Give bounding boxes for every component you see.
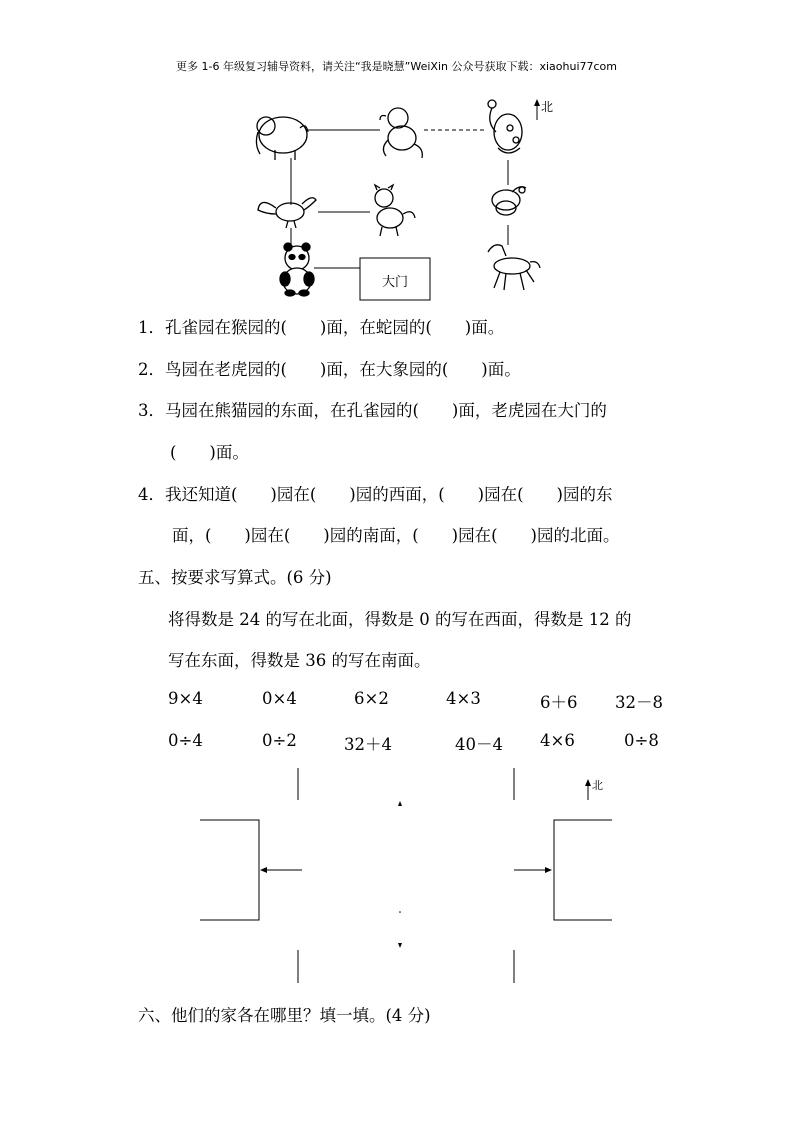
gate-label: 大门 xyxy=(382,275,409,290)
expression: 40－4 xyxy=(455,735,503,754)
expression: 32－8 xyxy=(615,693,663,712)
expression: 0×4 xyxy=(262,689,297,708)
question-1: 1．孔雀园在猴园的( )面，在蛇园的( )面。 xyxy=(138,318,505,337)
panda-icon xyxy=(280,243,314,296)
section-5-desc-line1: 将得数是 24 的写在北面，得数是 0 的写在西面，得数是 12 的 xyxy=(168,610,632,629)
page-header: 更多 1-6 年级复习辅导资料，请关注“我是晓慧”WeiXin 公众号获取下载：xiaohui77com xyxy=(176,60,617,73)
expression-row-2 xyxy=(0,731,793,755)
horse-icon xyxy=(488,245,540,290)
north-label-map2: 北 xyxy=(592,779,603,792)
expression-row-1 xyxy=(0,689,793,713)
expression: 0÷2 xyxy=(262,731,297,750)
question-2: 2．鸟园在老虎园的( )面，在大象园的( )面。 xyxy=(138,360,521,379)
tiger-icon xyxy=(375,185,415,236)
elephant-icon xyxy=(256,117,308,160)
expression: 4×6 xyxy=(540,731,575,750)
peacock-icon xyxy=(488,100,522,153)
section-5-title: 五、按要求写算式。(6 分) xyxy=(138,568,332,587)
bird-icon xyxy=(258,198,316,228)
section-6-title: 六、他们的家各在哪里？填一填。(4 分) xyxy=(138,1006,431,1025)
question-3-line1: 3．马园在熊猫园的东面，在孔雀园的( )面，老虎园在大门的 xyxy=(138,401,607,420)
expression: 9×4 xyxy=(168,689,203,708)
snake-icon xyxy=(492,187,526,215)
expression: 6＋6 xyxy=(540,693,578,712)
expression: 32＋4 xyxy=(344,735,392,754)
north-label-map1: 北 xyxy=(541,100,554,114)
section-5-desc-line2: 写在东面，得数是 36 的写在南面。 xyxy=(168,651,431,670)
expression: 0÷8 xyxy=(624,731,659,750)
expression: 0÷4 xyxy=(168,731,203,750)
monkey-icon xyxy=(380,108,422,158)
expression: 6×2 xyxy=(354,689,389,708)
question-4-line1: 4．我还知道( )园在( )园的西面，( )园在( )园的东 xyxy=(138,485,613,504)
question-4-line2: 面，( )园在( )园的南面，( )园在( )园的北面。 xyxy=(172,526,620,545)
question-3-line2: ( )面。 xyxy=(170,443,249,462)
expression: 4×3 xyxy=(446,689,481,708)
